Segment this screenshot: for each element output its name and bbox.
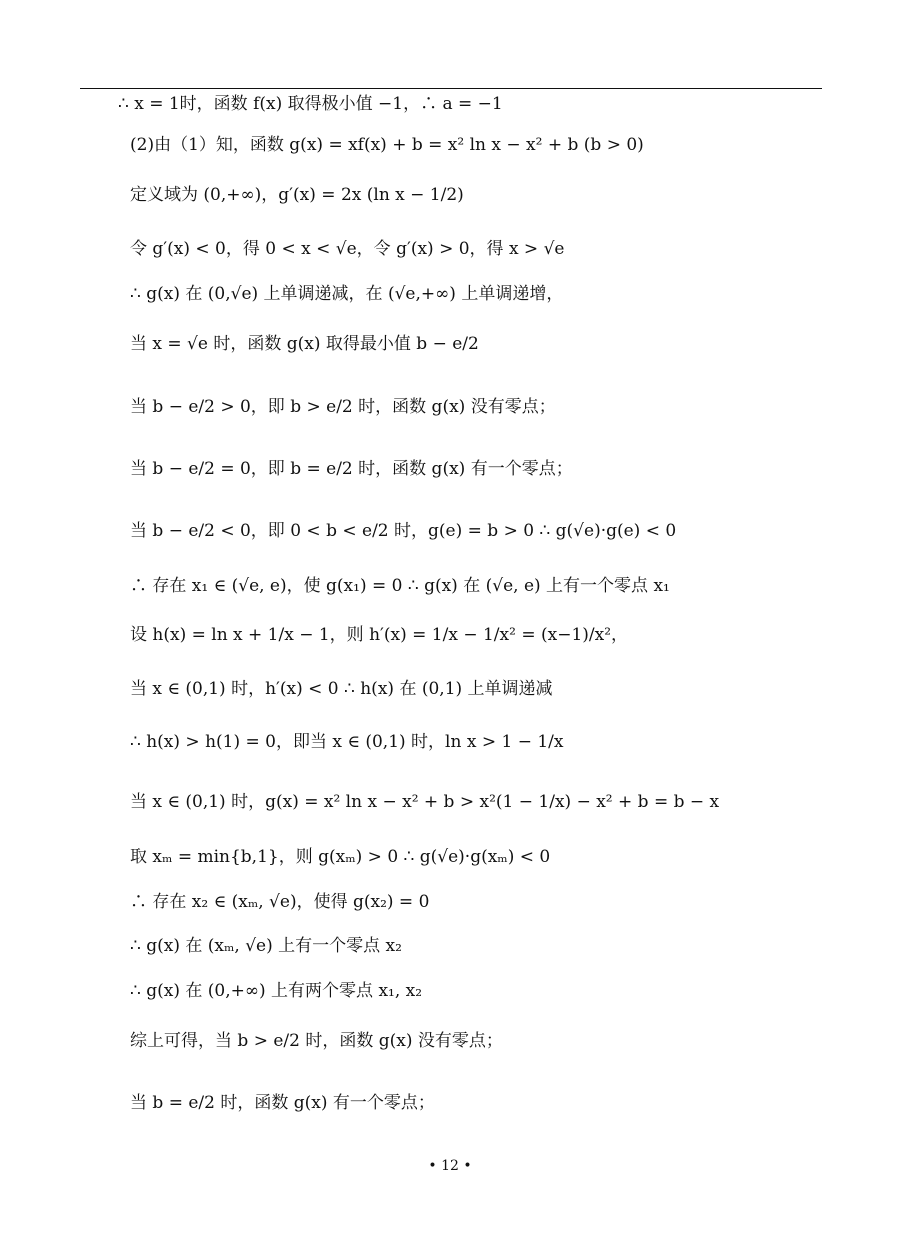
solution-line: 当 x ∈ (0,1) 时，g(x) = x² ln x − x² + b > x²(1 − 1/x) − x² + b = b − x <box>130 792 720 812</box>
page-number: • 12 • <box>428 1158 472 1174</box>
solution-line: (2)由（1）知，函数 g(x) = xf(x) + b = x² ln x − x² + b (b > 0) <box>130 135 644 155</box>
solution-line: 设 h(x) = ln x + 1/x − 1，则 h′(x) = 1/x − 1/x² = (x−1)/x²， <box>130 625 629 645</box>
solution-line: 定义域为 (0,+∞)，g′(x) = 2x (ln x − 1/2) <box>130 185 464 205</box>
solution-line: ∴ g(x) 在 (0,+∞) 上有两个零点 x₁, x₂ <box>130 981 423 1001</box>
solution-line: ∴ g(x) 在 (xₘ, √e) 上有一个零点 x₂ <box>130 936 402 956</box>
solution-line: 当 b − e/2 < 0，即 0 < b < e/2 时，g(e) = b > 0 ∴ g(√e)·g(e) < 0 <box>130 521 677 541</box>
solution-line: ∴ 存在 x₂ ∈ (xₘ, √e)，使得 g(x₂) = 0 <box>130 892 430 912</box>
solution-line: ∴ x = 1时，函数 f(x) 取得极小值 −1，∴ a = −1 <box>118 94 503 114</box>
solution-line: 取 xₘ = min{b,1}，则 g(xₘ) > 0 ∴ g(√e)·g(xₘ) < 0 <box>130 847 551 867</box>
solution-line: ∴ 存在 x₁ ∈ (√e, e)，使 g(x₁) = 0 ∴ g(x) 在 (√e, e) 上有一个零点 x₁ <box>130 576 670 596</box>
solution-line: 当 b − e/2 > 0，即 b > e/2 时，函数 g(x) 没有零点； <box>130 397 556 417</box>
solution-line: 当 b = e/2 时，函数 g(x) 有一个零点； <box>130 1093 435 1113</box>
solution-line: ∴ g(x) 在 (0,√e) 上单调递减，在 (√e,+∞) 上单调递增， <box>130 284 564 304</box>
solution-line: 当 x ∈ (0,1) 时，h′(x) < 0 ∴ h(x) 在 (0,1) 上单调递减 <box>130 679 553 699</box>
solution-line: 综上可得，当 b > e/2 时，函数 g(x) 没有零点； <box>130 1031 503 1051</box>
solution-line: 当 b − e/2 = 0，即 b = e/2 时，函数 g(x) 有一个零点； <box>130 459 573 479</box>
solution-line: 令 g′(x) < 0，得 0 < x < √e，令 g′(x) > 0，得 x > √e <box>130 239 565 259</box>
solution-line: 当 x = √e 时，函数 g(x) 取得最小值 b − e/2 <box>130 334 479 354</box>
solution-line: ∴ h(x) > h(1) = 0，即当 x ∈ (0,1) 时，ln x > 1 − 1/x <box>130 732 564 752</box>
